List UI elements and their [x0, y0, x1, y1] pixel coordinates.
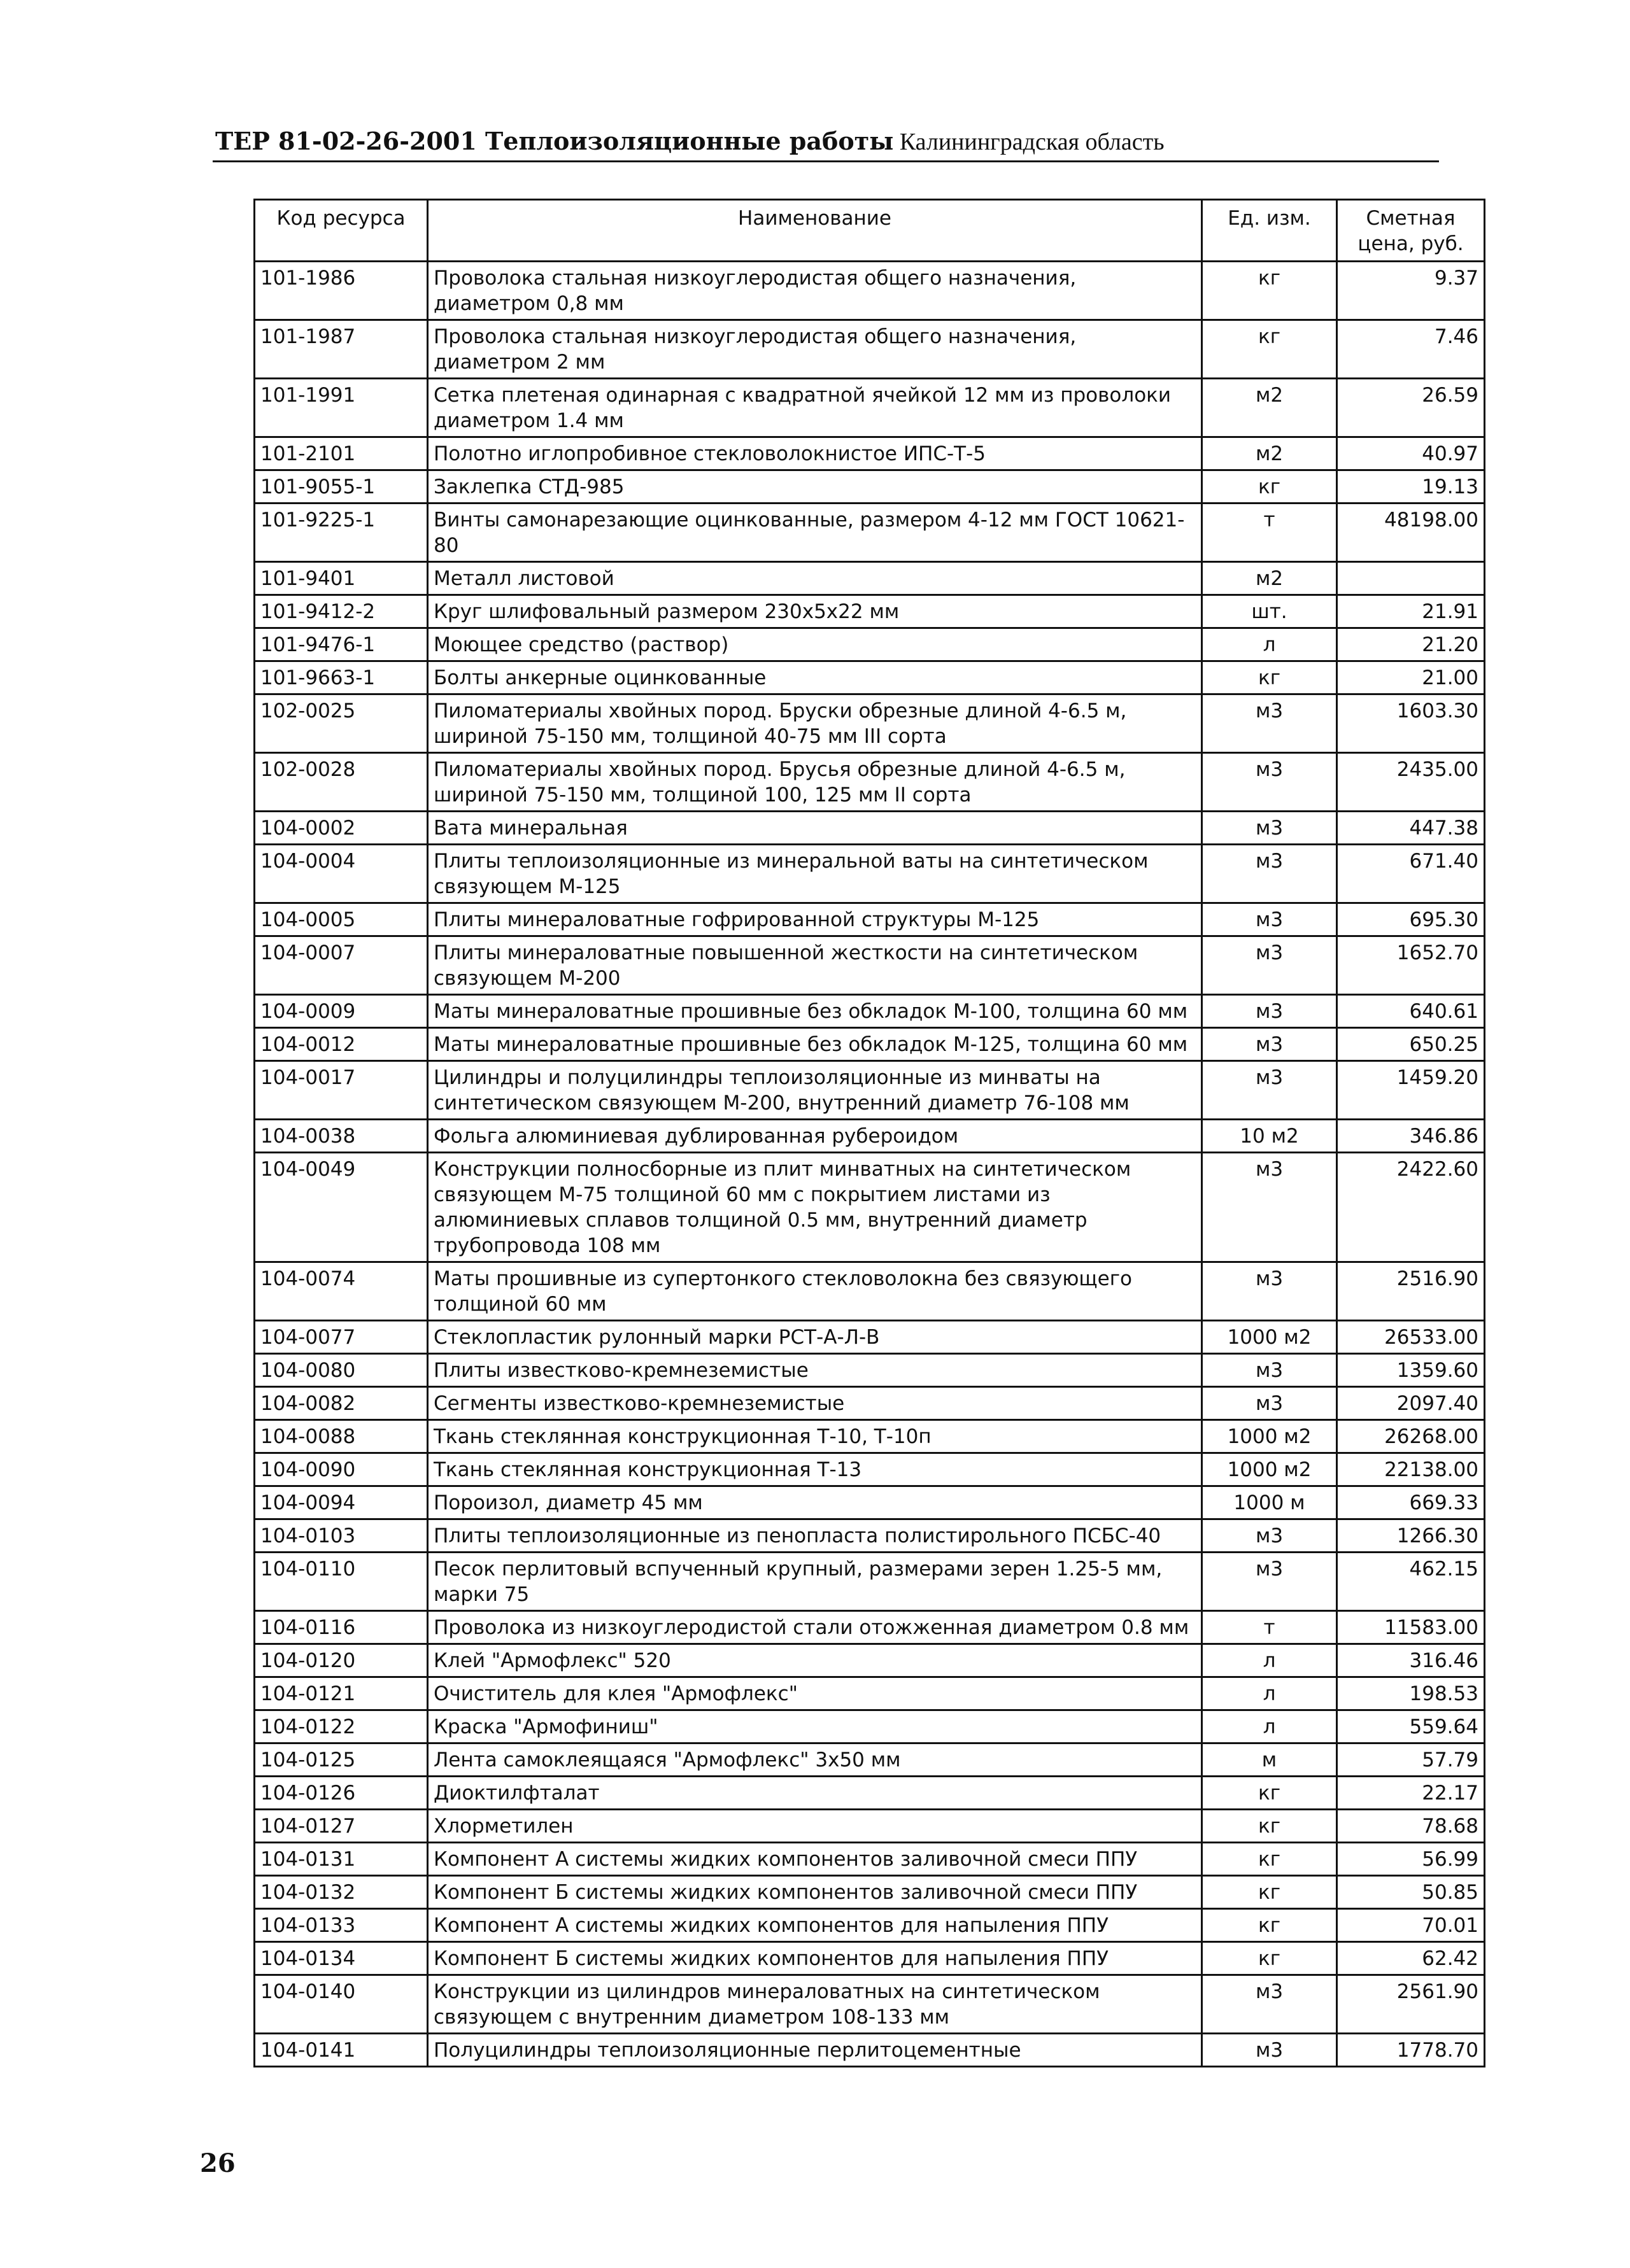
cell-code: 101-9055-1 — [255, 470, 428, 504]
cell-name: Болты анкерные оцинкованные — [428, 661, 1202, 694]
cell-price: 22.17 — [1337, 1777, 1485, 1810]
table-row — [255, 1611, 1485, 1644]
cell-name: Проволока стальная низкоуглеродистая общего назначения, диаметром 2 мм — [428, 320, 1202, 379]
column-header-price: Сметная цена, руб. — [1337, 200, 1485, 262]
cell-unit: м2 — [1202, 562, 1337, 595]
cell-code: 104-0121 — [255, 1677, 428, 1710]
cell-price: 11583.00 — [1337, 1611, 1485, 1644]
cell-code: 104-0090 — [255, 1453, 428, 1486]
cell-unit: л — [1202, 1644, 1337, 1677]
cell-price: 1603.30 — [1337, 694, 1485, 753]
table-row — [255, 694, 1485, 753]
table-row — [255, 1262, 1485, 1321]
table-row — [255, 595, 1485, 628]
cell-code: 101-1987 — [255, 320, 428, 379]
cell-name: Очиститель для клея "Армофлекс" — [428, 1677, 1202, 1710]
table-row — [255, 262, 1485, 320]
cell-name: Заклепка СТД-985 — [428, 470, 1202, 504]
cell-name: Лента самоклеящаяся "Армофлекс" 3х50 мм — [428, 1743, 1202, 1777]
header-title: ТЕР 81-02-26-2001 Теплоизоляционные работы — [215, 127, 894, 155]
table-row — [255, 1909, 1485, 1942]
cell-code: 101-9476-1 — [255, 628, 428, 661]
cell-price: 462.15 — [1337, 1553, 1485, 1611]
cell-unit: м3 — [1202, 845, 1337, 903]
cell-price — [1337, 562, 1485, 595]
cell-price: 1778.70 — [1337, 2034, 1485, 2067]
cell-unit: 1000 м — [1202, 1486, 1337, 1519]
cell-price: 695.30 — [1337, 903, 1485, 936]
cell-name: Плиты известково-кремнеземистые — [428, 1354, 1202, 1387]
cell-name: Маты минераловатные прошивные без обкладок М-100, толщина 60 мм — [428, 995, 1202, 1028]
cell-code: 104-0103 — [255, 1519, 428, 1553]
table-row — [255, 1876, 1485, 1909]
cell-unit: 10 м2 — [1202, 1120, 1337, 1153]
cell-code: 101-1991 — [255, 379, 428, 437]
cell-code: 104-0038 — [255, 1120, 428, 1153]
cell-code: 104-0088 — [255, 1420, 428, 1453]
cell-code: 102-0025 — [255, 694, 428, 753]
table-row — [255, 1777, 1485, 1810]
cell-unit: м3 — [1202, 1354, 1337, 1387]
cell-unit: кг — [1202, 470, 1337, 504]
cell-unit: 1000 м2 — [1202, 1453, 1337, 1486]
cell-code: 101-9412-2 — [255, 595, 428, 628]
cell-code: 104-0141 — [255, 2034, 428, 2067]
cell-code: 104-0012 — [255, 1028, 428, 1061]
cell-code: 104-0127 — [255, 1810, 428, 1843]
cell-price: 1359.60 — [1337, 1354, 1485, 1387]
table-header-row — [255, 200, 1485, 262]
cell-name: Маты минераловатные прошивные без обкладок М-125, толщина 60 мм — [428, 1028, 1202, 1061]
page-header — [215, 126, 1438, 157]
cell-name: Плиты теплоизоляционные из минеральной ваты на синтетическом связующем М-125 — [428, 845, 1202, 903]
cell-name: Хлорметилен — [428, 1810, 1202, 1843]
cell-code: 104-0082 — [255, 1387, 428, 1420]
cell-price: 78.68 — [1337, 1810, 1485, 1843]
cell-price: 50.85 — [1337, 1876, 1485, 1909]
table-row — [255, 845, 1485, 903]
cell-unit: кг — [1202, 320, 1337, 379]
cell-code: 104-0110 — [255, 1553, 428, 1611]
cell-code: 104-0009 — [255, 995, 428, 1028]
cell-name: Металл листовой — [428, 562, 1202, 595]
cell-unit: 1000 м2 — [1202, 1420, 1337, 1453]
cell-price: 21.91 — [1337, 595, 1485, 628]
cell-code: 104-0126 — [255, 1777, 428, 1810]
table-row — [255, 628, 1485, 661]
cell-price: 26268.00 — [1337, 1420, 1485, 1453]
cell-name: Круг шлифовальный размером 230х5х22 мм — [428, 595, 1202, 628]
table-row — [255, 661, 1485, 694]
cell-name: Ткань стеклянная конструкционная Т-10, Т-10п — [428, 1420, 1202, 1453]
cell-code: 101-1986 — [255, 262, 428, 320]
cell-unit: м3 — [1202, 812, 1337, 845]
cell-unit: т — [1202, 504, 1337, 562]
cell-name: Компонент Б системы жидких компонентов для напыления ППУ — [428, 1942, 1202, 1975]
cell-unit: м3 — [1202, 1387, 1337, 1420]
cell-unit: кг — [1202, 1843, 1337, 1876]
cell-name: Краска "Армофиниш" — [428, 1710, 1202, 1743]
cell-code: 104-0140 — [255, 1975, 428, 2034]
cell-code: 104-0005 — [255, 903, 428, 936]
table-row — [255, 437, 1485, 470]
table-row — [255, 470, 1485, 504]
table-row — [255, 1710, 1485, 1743]
cell-unit: м2 — [1202, 437, 1337, 470]
cell-name: Конструкции полносборные из плит минватных на синтетическом связующем М-75 толщиной 60 мм с покрытием листами из алюминиевых сплавов толщиной 0.5 мм, внутренний диаметр трубопровода 108 мм — [428, 1153, 1202, 1262]
cell-price: 56.99 — [1337, 1843, 1485, 1876]
cell-name: Маты прошивные из супертонкого стекловолокна без связующего толщиной 60 мм — [428, 1262, 1202, 1321]
cell-price: 21.00 — [1337, 661, 1485, 694]
cell-name: Сетка плетеная одинарная с квадратной ячейкой 12 мм из проволоки диаметром 1.4 мм — [428, 379, 1202, 437]
cell-code: 104-0049 — [255, 1153, 428, 1262]
cell-price: 40.97 — [1337, 437, 1485, 470]
cell-name: Плиты минераловатные повышенной жесткости на синтетическом связующем М-200 — [428, 936, 1202, 995]
cell-code: 104-0074 — [255, 1262, 428, 1321]
table-row — [255, 903, 1485, 936]
table-row — [255, 2034, 1485, 2067]
cell-name: Плиты теплоизоляционные из пенопласта полистирольного ПСБС-40 — [428, 1519, 1202, 1553]
cell-price: 7.46 — [1337, 320, 1485, 379]
cell-name: Компонент А системы жидких компонентов заливочной смеси ППУ — [428, 1843, 1202, 1876]
cell-code: 104-0116 — [255, 1611, 428, 1644]
cell-code: 104-0094 — [255, 1486, 428, 1519]
cell-name: Диоктилфталат — [428, 1777, 1202, 1810]
table-row — [255, 1321, 1485, 1354]
cell-name: Плиты минераловатные гофрированной структуры М-125 — [428, 903, 1202, 936]
cell-unit: м3 — [1202, 1519, 1337, 1553]
cell-price: 48198.00 — [1337, 504, 1485, 562]
table-row — [255, 1975, 1485, 2034]
cell-unit: м3 — [1202, 903, 1337, 936]
cell-code: 101-9225-1 — [255, 504, 428, 562]
cell-unit: кг — [1202, 1876, 1337, 1909]
cell-price: 70.01 — [1337, 1909, 1485, 1942]
table-row — [255, 1553, 1485, 1611]
header-divider — [213, 160, 1439, 162]
cell-code: 104-0122 — [255, 1710, 428, 1743]
cell-price: 198.53 — [1337, 1677, 1485, 1710]
cell-price: 559.64 — [1337, 1710, 1485, 1743]
cell-unit: м3 — [1202, 1975, 1337, 2034]
cell-price: 26533.00 — [1337, 1321, 1485, 1354]
cell-name: Конструкции из цилиндров минераловатных на синтетическом связующем с внутренним диаметром 108-133 мм — [428, 1975, 1202, 2034]
table-row — [255, 995, 1485, 1028]
cell-name: Винты самонарезающие оцинкованные, размером 4-12 мм ГОСТ 10621-80 — [428, 504, 1202, 562]
cell-code: 104-0077 — [255, 1321, 428, 1354]
table-row — [255, 812, 1485, 845]
cell-unit: т — [1202, 1611, 1337, 1644]
cell-price: 2516.90 — [1337, 1262, 1485, 1321]
cell-unit: 1000 м2 — [1202, 1321, 1337, 1354]
cell-code: 101-9663-1 — [255, 661, 428, 694]
table-row — [255, 1644, 1485, 1677]
table-row — [255, 1153, 1485, 1262]
table-row — [255, 1453, 1485, 1486]
cell-code: 104-0133 — [255, 1909, 428, 1942]
table-row — [255, 320, 1485, 379]
cell-unit: кг — [1202, 1909, 1337, 1942]
cell-price: 22138.00 — [1337, 1453, 1485, 1486]
table-row — [255, 1387, 1485, 1420]
cell-name: Ткань стеклянная конструкционная Т-13 — [428, 1453, 1202, 1486]
table-row — [255, 753, 1485, 812]
cell-unit: м3 — [1202, 936, 1337, 995]
table-row — [255, 1354, 1485, 1387]
cell-name: Цилиндры и полуцилиндры теплоизоляционные из минваты на синтетическом связующем М-200, внутренний диаметр 76-108 мм — [428, 1061, 1202, 1120]
cell-name: Полуцилиндры теплоизоляционные перлитоцементные — [428, 2034, 1202, 2067]
table-row — [255, 1677, 1485, 1710]
cell-name: Проволока из низкоуглеродистой стали отожженная диаметром 0.8 мм — [428, 1611, 1202, 1644]
table-row — [255, 504, 1485, 562]
cell-name: Компонент А системы жидких компонентов для напыления ППУ — [428, 1909, 1202, 1942]
cell-name: Клей "Армофлекс" 520 — [428, 1644, 1202, 1677]
table-row — [255, 936, 1485, 995]
cell-unit: кг — [1202, 1810, 1337, 1843]
cell-price: 640.61 — [1337, 995, 1485, 1028]
cell-name: Вата минеральная — [428, 812, 1202, 845]
cell-price: 671.40 — [1337, 845, 1485, 903]
cell-unit: кг — [1202, 661, 1337, 694]
cell-unit: кг — [1202, 1942, 1337, 1975]
cell-price: 1459.20 — [1337, 1061, 1485, 1120]
cell-unit: м3 — [1202, 1153, 1337, 1262]
cell-unit: м3 — [1202, 1028, 1337, 1061]
table-row — [255, 1486, 1485, 1519]
table-row — [255, 379, 1485, 437]
cell-code: 104-0132 — [255, 1876, 428, 1909]
cell-name: Полотно иглопробивное стекловолокнистое ИПС-Т-5 — [428, 437, 1202, 470]
cell-unit: м3 — [1202, 995, 1337, 1028]
cell-price: 21.20 — [1337, 628, 1485, 661]
table-row — [255, 1061, 1485, 1120]
cell-unit: кг — [1202, 1777, 1337, 1810]
cell-name: Компонент Б системы жидких компонентов заливочной смеси ППУ — [428, 1876, 1202, 1909]
cell-code: 102-0028 — [255, 753, 428, 812]
cell-unit: м3 — [1202, 2034, 1337, 2067]
cell-code: 104-0080 — [255, 1354, 428, 1387]
cell-unit: м3 — [1202, 1262, 1337, 1321]
cell-name: Стеклопластик рулонный марки РСТ-А-Л-В — [428, 1321, 1202, 1354]
cell-name: Проволока стальная низкоуглеродистая общего назначения, диаметром 0,8 мм — [428, 262, 1202, 320]
cell-unit: кг — [1202, 262, 1337, 320]
cell-price: 57.79 — [1337, 1743, 1485, 1777]
column-header-name: Наименование — [428, 200, 1202, 262]
cell-unit: м2 — [1202, 379, 1337, 437]
table-row — [255, 1028, 1485, 1061]
cell-price: 2422.60 — [1337, 1153, 1485, 1262]
cell-name: Пиломатериалы хвойных пород. Бруски обрезные длиной 4-6.5 м, шириной 75-150 мм, толщиной 40-75 мм III сорта — [428, 694, 1202, 753]
column-header-code: Код ресурса — [255, 200, 428, 262]
cell-name: Фольга алюминиевая дублированная рубероидом — [428, 1120, 1202, 1153]
cell-code: 104-0131 — [255, 1843, 428, 1876]
cell-unit: м3 — [1202, 1061, 1337, 1120]
cell-unit: л — [1202, 628, 1337, 661]
cell-unit: м — [1202, 1743, 1337, 1777]
cell-price: 26.59 — [1337, 379, 1485, 437]
cell-code: 104-0004 — [255, 845, 428, 903]
header-region: Калининградская область — [899, 129, 1165, 155]
cell-code: 104-0125 — [255, 1743, 428, 1777]
cell-name: Песок перлитовый вспученный крупный, размерами зерен 1.25-5 мм, марки 75 — [428, 1553, 1202, 1611]
cell-code: 101-9401 — [255, 562, 428, 595]
cell-price: 9.37 — [1337, 262, 1485, 320]
cell-price: 447.38 — [1337, 812, 1485, 845]
table-row — [255, 1420, 1485, 1453]
cell-code: 104-0017 — [255, 1061, 428, 1120]
cell-unit: м3 — [1202, 694, 1337, 753]
cell-code: 104-0007 — [255, 936, 428, 995]
cell-price: 62.42 — [1337, 1942, 1485, 1975]
table-row — [255, 562, 1485, 595]
cell-unit: м3 — [1202, 1553, 1337, 1611]
table-body — [255, 262, 1485, 2067]
cell-unit: л — [1202, 1677, 1337, 1710]
cell-unit: м3 — [1202, 753, 1337, 812]
cell-price: 650.25 — [1337, 1028, 1485, 1061]
cell-price: 316.46 — [1337, 1644, 1485, 1677]
column-header-unit: Ед. изм. — [1202, 200, 1337, 262]
cell-price: 1652.70 — [1337, 936, 1485, 995]
cell-name: Моющее средство (раствор) — [428, 628, 1202, 661]
cell-name: Сегменты известково-кремнеземистые — [428, 1387, 1202, 1420]
table-row — [255, 1843, 1485, 1876]
cell-code: 104-0134 — [255, 1942, 428, 1975]
table-row — [255, 1120, 1485, 1153]
table-row — [255, 1942, 1485, 1975]
cell-unit: шт. — [1202, 595, 1337, 628]
table-row — [255, 1519, 1485, 1553]
cell-code: 104-0120 — [255, 1644, 428, 1677]
resource-price-table — [253, 199, 1485, 2067]
cell-price: 2097.40 — [1337, 1387, 1485, 1420]
cell-price: 1266.30 — [1337, 1519, 1485, 1553]
cell-price: 19.13 — [1337, 470, 1485, 504]
cell-name: Пиломатериалы хвойных пород. Брусья обрезные длиной 4-6.5 м, шириной 75-150 мм, толщиной 100, 125 мм II сорта — [428, 753, 1202, 812]
cell-price: 2435.00 — [1337, 753, 1485, 812]
cell-price: 669.33 — [1337, 1486, 1485, 1519]
cell-price: 346.86 — [1337, 1120, 1485, 1153]
cell-code: 104-0002 — [255, 812, 428, 845]
cell-unit: л — [1202, 1710, 1337, 1743]
table-row — [255, 1810, 1485, 1843]
cell-price: 2561.90 — [1337, 1975, 1485, 2034]
page-number: 26 — [200, 2148, 236, 2178]
table-row — [255, 1743, 1485, 1777]
cell-code: 101-2101 — [255, 437, 428, 470]
cell-name: Пороизол, диаметр 45 мм — [428, 1486, 1202, 1519]
